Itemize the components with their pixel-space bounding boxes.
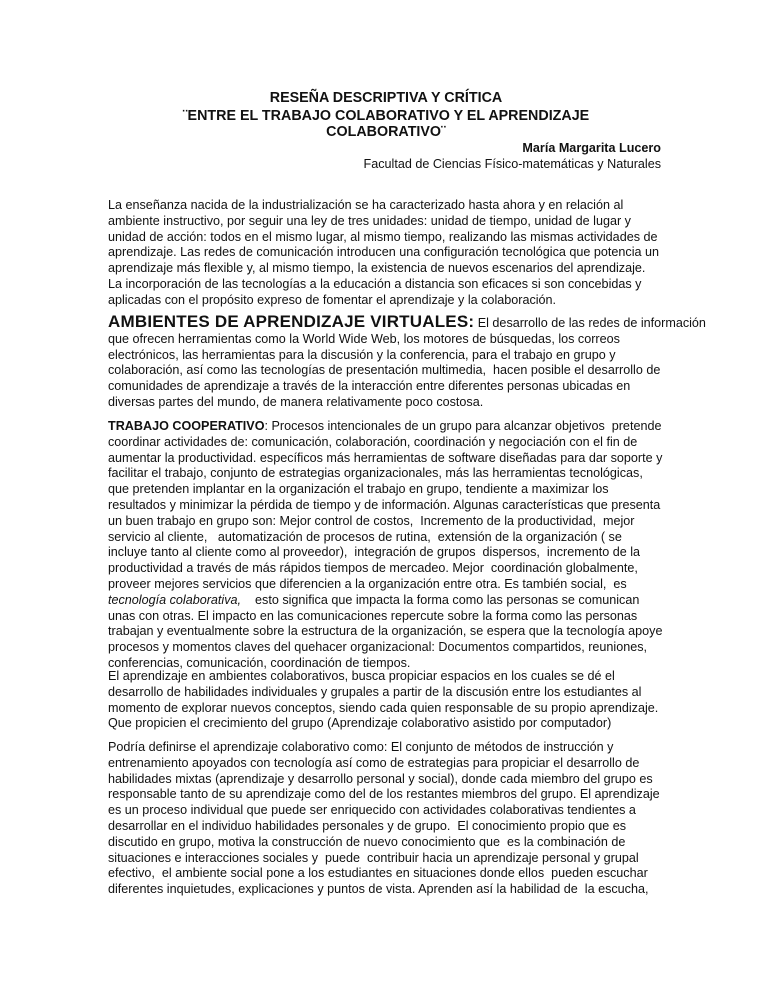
text-line: aprendizaje más flexible y, al mismo tiempo, la existencia de nuevos escenarios del aprendizaje. (108, 261, 646, 276)
text-line: La incorporación de las tecnologías a la educación a distancia son eficaces si son concebidas y (108, 276, 642, 291)
text-line: diversas partes del mundo, de manera relativamente poco costosa. (108, 394, 484, 409)
text-line: facilitar el trabajo, conjunto de estrategias organizacionales, más las herramientas tecnológicas, (108, 466, 643, 481)
text-line: electrónicos, las herramientas para la discusión y la conferencia, para el trabajo en grupo y (108, 347, 616, 362)
author-affiliation: Facultad de Ciencias Físico-matemáticas y Naturales (363, 157, 661, 171)
text-line: entrenamiento apoyados con tecnología así como de estrategias para propiciar el desarrollo de (108, 755, 640, 770)
text-line: responsable tanto de su aprendizaje como del de los restantes miembros del grupo. El aprendizaje (108, 787, 660, 802)
text-line: conferencias, comunicación, coordinación de tiempos. (108, 655, 411, 670)
text-line: diferentes inquietudes, explicaciones y puntos de vista. Aprenden así la habilidad de la escucha, (108, 882, 649, 897)
text-line: desarrollo de habilidades individuales y grupales a partir de la discusión entre los estudiantes al (108, 684, 642, 699)
text-line: productividad a través de más rápidos tiempos de mercadeo. Mejor coordinación globalmente, (108, 561, 638, 576)
paragraph-collaborative-environments (108, 669, 660, 732)
text-line: La enseñanza nacida de la industrialización se ha caracterizado hasta ahora y en relación al (108, 198, 624, 212)
text-run: El desarrollo de las redes de información (474, 316, 706, 330)
text-line: Podría definirse el aprendizaje colaborativo como: El conjunto de métodos de instrucción y (108, 740, 614, 754)
text-line (108, 593, 660, 609)
text-line: efectivo, el ambiente social pone a los estudiantes en situaciones donde ellos pueden escuchar (108, 866, 648, 881)
text-line: comunidades de aprendizaje a través de la interacción entre diferentes personas ubicadas en (108, 379, 631, 394)
paragraph-virtual-environments (108, 312, 706, 411)
paragraph-collaborative-definition (108, 740, 660, 898)
paragraph-cooperative-work (108, 419, 663, 672)
text-line: servicio al cliente, automatización de procesos de rutina, extensión de la organización ( se (108, 529, 622, 544)
text-line: coordinar actividades de: comunicación, colaboración, coordinación y negociación con el fin de (108, 434, 638, 449)
text-run: : Procesos intencionales de un grupo para alcanzar objetivos pretende (264, 419, 662, 433)
text-line: incluye tanto al cliente como al proveedor), integración de grupos dispersos, incremento de la (108, 545, 641, 560)
page-title-line-3: COLABORATIVO¨ (326, 124, 446, 140)
text-line: procesos y momentos claves del quehacer organizacional: Documentos compartidos, reuniones, (108, 640, 648, 655)
text-run: esto significa que impacta la forma como las personas se comunican (241, 592, 640, 607)
text-line: situaciones e interacciones sociales y puede contribuir hacia un aprendizaje personal y grupal (108, 850, 639, 865)
text-line: momento de explorar nuevos conceptos, siendo cada quien responsable de su propio aprendizaje. (108, 700, 659, 715)
author-name: María Margarita Lucero (522, 141, 661, 155)
text-line: que ofrecen herramientas como la World Wide Web, los motores de búsquedas, los correos (108, 331, 620, 346)
text-line: aumentar la productividad. específicos más herramientas de software diseñadas para dar soporte y (108, 450, 663, 465)
text-line: proveer mejores servicios que diferencien a la organización entre otra. Es también social, es (108, 576, 627, 591)
text-line: que pretenden implantar en la organización el trabajo en grupo, tendiente a maximizar los (108, 482, 609, 497)
text-line: resultados y minimizar la pérdida de tiempo y de información. Algunas características que presenta (108, 497, 661, 512)
page-title-line-2: ¨ENTRE EL TRABAJO COLABORATIVO Y EL APRENDIZAJE (182, 108, 590, 124)
text-line: colaboración, así como las tecnologías de presentación multimedia, hacen posible el desarrollo de (108, 363, 661, 378)
text-line: desarrollar en el individuo habilidades personales y de grupo. El conocimiento propio que es (108, 818, 627, 833)
paragraph-intro (108, 198, 660, 309)
italic-term: tecnología colaborativa, (108, 592, 242, 607)
text-line: discutido en grupo, motiva la construcción de nuevo conocimiento que es la combinación de (108, 834, 626, 849)
text-line: un buen trabajo en grupo son: Mejor control de costos, Incremento de la productividad, mejor (108, 513, 635, 528)
text-line: unas con otras. El impacto en las comunicaciones repercute sobre la forma como las personas (108, 608, 638, 623)
text-line: aprendizaje. Las redes de comunicación introducen una configuración tecnológica que potencia un (108, 245, 660, 260)
section-heading-cooperative-work: TRABAJO COOPERATIVO (108, 419, 265, 433)
text-line: trabajan y eventualmente sobre la estructura de la organización, se espera que la tecnología apoye (108, 624, 663, 639)
text-line: ambiente instructivo, por seguir una ley de tres unidades: unidad de tiempo, unidad de lugar y (108, 213, 631, 228)
section-heading-virtual-environments: AMBIENTES DE APRENDIZAJE VIRTUALES: (108, 312, 475, 331)
text-line: El aprendizaje en ambientes colaborativos, busca propiciar espacios en los cuales se dé el (108, 669, 615, 683)
text-line: aplicadas con el propósito expreso de fomentar el aprendizaje y la colaboración. (108, 292, 557, 307)
text-line: es un proceso individual que puede ser enriquecido con actividades colaborativas tendientes a (108, 803, 636, 818)
text-line: Que propicien el crecimiento del grupo (Aprendizaje colaborativo asistido por computador) (108, 716, 612, 731)
text-line (108, 419, 660, 435)
text-line: habilidades mixtas (aprendizaje y desarrollo personal y social), donde cada miembro del grupo es (108, 771, 653, 786)
text-line: unidad de acción: todos en el mismo lugar, al mismo tiempo, realizando las mismas actividades de (108, 229, 658, 244)
text-line (108, 312, 706, 332)
page-title-line-1: RESEÑA DESCRIPTIVA Y CRÍTICA (269, 90, 503, 106)
